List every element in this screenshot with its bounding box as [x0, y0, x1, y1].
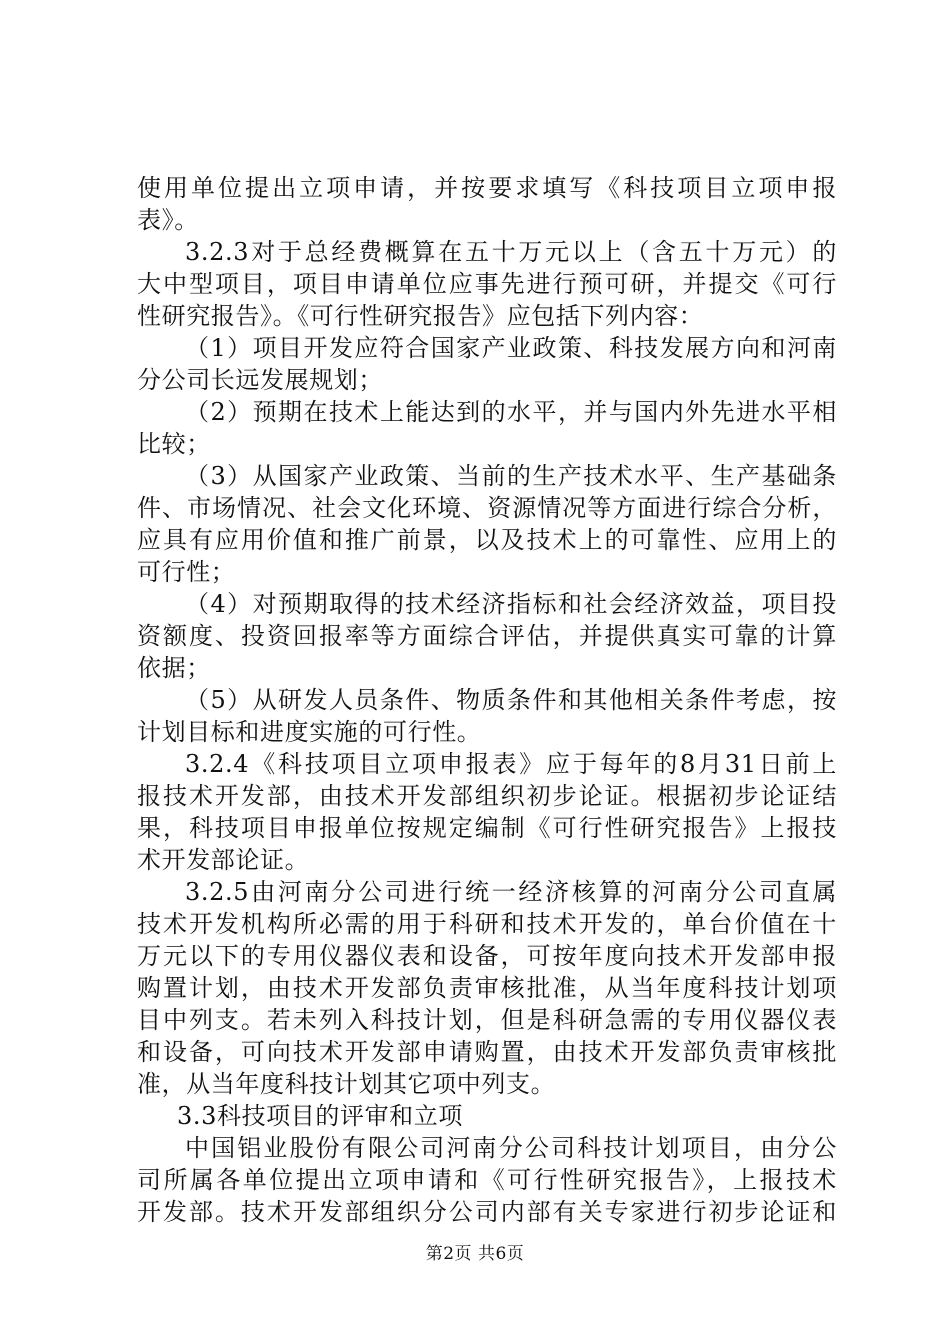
text-line: 3.3科技项目的评审和立项	[177, 1102, 463, 1130]
text-line: 性研究报告》。《可行性研究报告》应包括下列内容：	[137, 302, 704, 330]
text-line: （2）预期在技术上能达到的水平，并与国内外先进水平相	[185, 398, 837, 426]
text-line: 表》。	[137, 206, 199, 234]
text-line: 购置计划，由技术开发部负责审核批准，从当年度科技计划项	[137, 974, 837, 1002]
text-line: （4）对预期取得的技术经济指标和社会经济效益，项目投	[185, 590, 837, 618]
text-line: 准，从当年度科技计划其它项中列支。	[137, 1070, 556, 1098]
text-line: （1）项目开发应符合国家产业政策、科技发展方向和河南	[185, 334, 837, 362]
text-line: 目中列支。若未列入科技计划，但是科研急需的专用仪器仪表	[137, 1006, 837, 1034]
text-line: 大中型项目，项目申请单位应事先进行预可研，并提交《可行	[137, 270, 837, 298]
text-line: 3.2.5由河南分公司进行统一经济核算的河南分公司直属	[185, 878, 837, 906]
text-line: 可行性；	[137, 558, 236, 586]
text-line: 3.2.4《科技项目立项申报表》应于每年的8月31日前上	[185, 750, 837, 778]
text-line: （3）从国家产业政策、当前的生产技术水平、生产基础条	[185, 462, 837, 490]
text-line: 和设备，可向技术开发部申请购置，由技术开发部负责审核批	[137, 1038, 837, 1066]
text-line: 分公司长远发展规划；	[137, 366, 383, 394]
document-body	[137, 172, 837, 1228]
text-line: 中国铝业股份有限公司河南分公司科技计划项目，由分公	[185, 1134, 837, 1162]
text-line: 计划目标和进度实施的可行性。	[137, 718, 482, 746]
text-line: 应具有应用价值和推广前景，以及技术上的可靠性、应用上的	[137, 526, 837, 554]
text-line: 报技术开发部，由技术开发部组织初步论证。根据初步论证结	[137, 782, 837, 810]
text-line: （5）从研发人员条件、物质条件和其他相关条件考虑，按	[185, 686, 837, 714]
text-line: 依据；	[137, 654, 211, 682]
text-line: 万元以下的专用仪器仪表和设备，可按年度向技术开发部申报	[137, 942, 837, 970]
text-line: 技术开发机构所必需的用于科研和技术开发的，单台价值在十	[137, 910, 837, 938]
text-line: 资额度、投资回报率等方面综合评估，并提供真实可靠的计算	[137, 622, 837, 650]
text-line: 果，科技项目申报单位按规定编制《可行性研究报告》上报技	[137, 814, 837, 842]
text-line: 比较；	[137, 430, 211, 458]
text-line: 术开发部论证。	[137, 846, 310, 874]
page-footer: 第2页 共6页	[425, 1244, 525, 1264]
text-line: 3.2.3对于总经费概算在五十万元以上（含五十万元）的	[185, 238, 837, 266]
text-line: 件、市场情况、社会文化环境、资源情况等方面进行综合分析，	[137, 494, 837, 522]
text-line: 使用单位提出立项申请，并按要求填写《科技项目立项申报	[137, 174, 837, 202]
text-line: 开发部。技术开发部组织分公司内部有关专家进行初步论证和	[137, 1198, 837, 1226]
text-line: 司所属各单位提出立项申请和《可行性研究报告》，上报技术	[137, 1166, 837, 1194]
